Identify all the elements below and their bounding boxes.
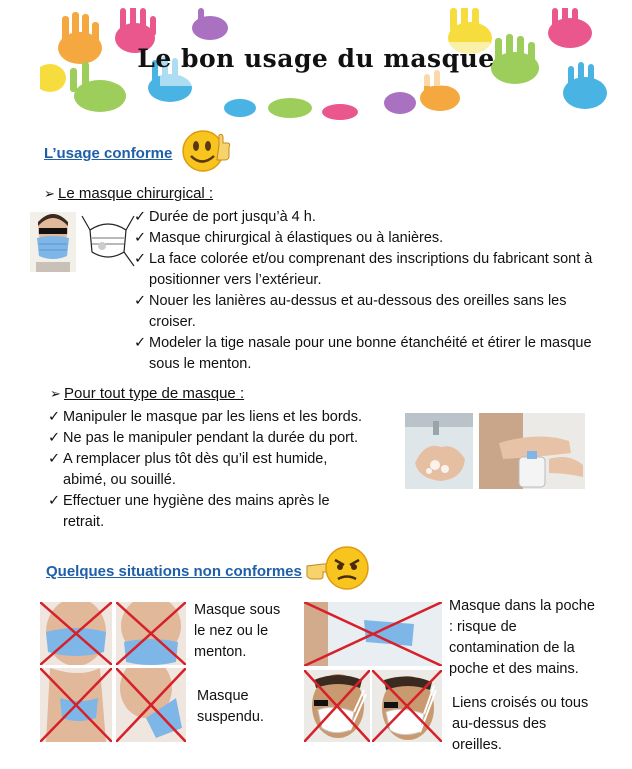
mask-hanging-photo-2 (116, 668, 186, 742)
person-mask-photo (30, 212, 76, 272)
mask-under-chin-photo (116, 602, 186, 665)
page-title: Le bon usage du masque (137, 44, 495, 73)
list-item-text: Modeler la tige nasale pour une bonne étanchéité et étirer le masque sous le menton. (149, 335, 592, 372)
section-title-conforme: L’usage conforme (44, 145, 173, 162)
mask-under-nose-photo (40, 602, 112, 665)
list-item-text: Durée de port jusqu’à 4 h. (149, 209, 316, 225)
hand-sanitizer-photo (479, 413, 585, 489)
caption-under-nose: Masque sous le nez ou le menton. (194, 602, 281, 660)
check-icon: ✓ (48, 451, 61, 467)
list-item (134, 228, 599, 249)
check-icon: ✓ (134, 230, 147, 246)
mask-in-pocket-photo (304, 602, 442, 666)
list-item (48, 428, 398, 449)
surgical-heading-text: Le masque chirurgical : (58, 185, 214, 202)
list-item (134, 333, 599, 375)
caption-pocket: Masque dans la poche : risque de contamination de la poche et des mains. (449, 598, 595, 677)
caption-crossed: Liens croisés ou tous au-dessus des oreilles. (452, 695, 589, 753)
crossed-straps-photo-1 (304, 670, 370, 742)
check-icon: ✓ (134, 209, 147, 225)
surgical-checklist (134, 207, 599, 375)
angry-smiley-thumbs-down-icon (303, 544, 373, 594)
mask-hanging-photo-1 (40, 668, 112, 742)
list-item (48, 407, 398, 428)
list-item-text: Effectuer une hygiène des mains après le retrait. (63, 493, 330, 530)
hand-washing-photo (405, 413, 473, 489)
list-item-text: Ne pas le manipuler pendant la durée du port. (63, 430, 359, 446)
arrow-bullet-icon: ➢ (50, 387, 61, 402)
caption-hanging: Masque suspendu. (197, 688, 264, 725)
list-item (134, 207, 599, 228)
surgical-heading (44, 185, 213, 202)
smiley-thumbs-up-icon (181, 127, 231, 175)
section-title-non-conformes: Quelques situations non conformes (46, 563, 302, 580)
list-item-text: La face colorée et/ou comprenant des inscriptions du fabricant sont à positionner vers l’extérieur. (149, 251, 593, 288)
list-item-text: Masque chirurgical à élastiques ou à lanières. (149, 230, 444, 246)
all-masks-checklist (48, 407, 398, 533)
list-item (48, 491, 363, 533)
list-item (134, 291, 599, 333)
check-icon: ✓ (134, 251, 147, 267)
check-icon: ✓ (134, 293, 147, 309)
check-icon: ✓ (48, 493, 61, 509)
mask-diagram (80, 210, 136, 268)
list-item-text: Manipuler le masque par les liens et les bords. (63, 409, 363, 425)
list-item-text: A remplacer plus tôt dès qu’il est humide, abimé, ou souillé. (63, 451, 328, 488)
list-item-text: Nouer les lanières au-dessus et au-dessous des oreilles sans les croiser. (149, 293, 567, 330)
check-icon: ✓ (48, 409, 61, 425)
arrow-bullet-icon: ➢ (44, 187, 55, 202)
check-icon: ✓ (48, 430, 61, 446)
all-masks-heading (50, 385, 244, 402)
check-icon: ✓ (134, 335, 147, 351)
list-item (48, 449, 363, 491)
all-masks-heading-text: Pour tout type de masque : (64, 385, 245, 402)
list-item (134, 249, 599, 291)
crossed-straps-photo-2 (372, 670, 442, 742)
